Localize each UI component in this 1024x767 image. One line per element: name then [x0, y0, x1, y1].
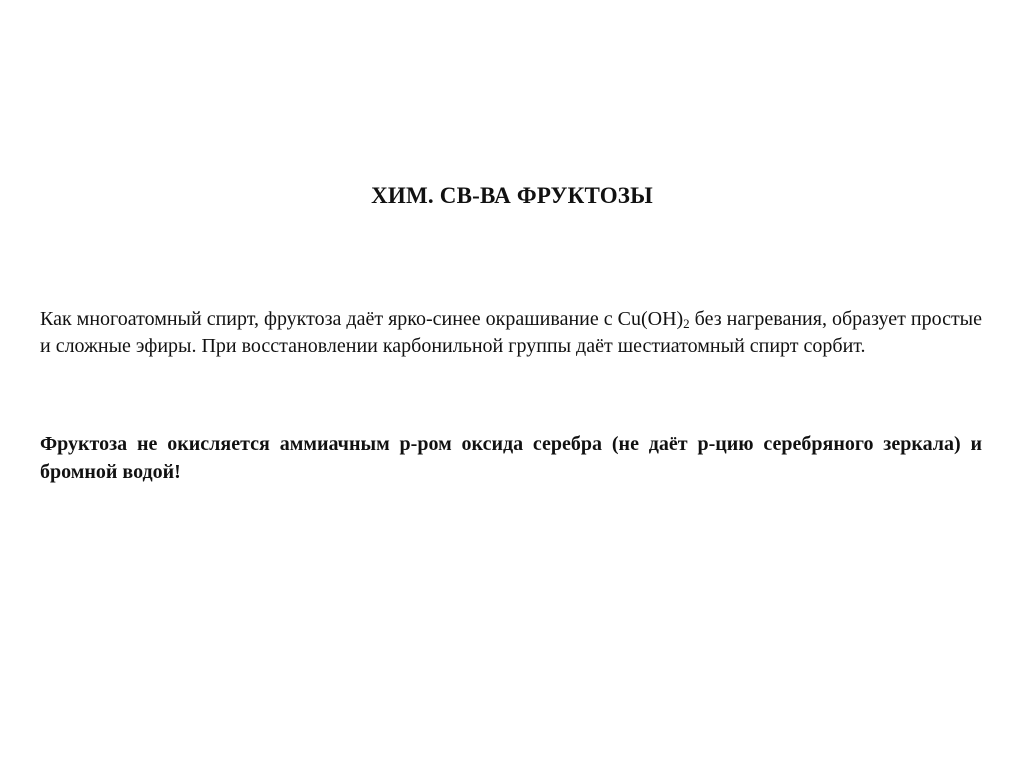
paragraph-text-start: Как многоатомный спирт, фруктоза даёт ярко-синее окрашивание с: [40, 308, 618, 330]
oxidation-note-paragraph: Фруктоза не окисляется аммиачным р-ром оксида серебра (не даёт р-цию серебряного зеркала) и бромной водой!: [40, 433, 982, 483]
slide-title: ХИМ. СВ-ВА ФРУКТОЗЫ: [371, 183, 653, 208]
formula-main: Cu(OH): [617, 308, 684, 330]
formula-subscript: 2: [683, 316, 690, 331]
copper-hydroxide-formula: [618, 308, 690, 330]
properties-paragraph: [40, 306, 982, 360]
paragraph-text-end: без нагревания, образует простые и сложные эфиры. При восстановлении карбонильной группы даёт шестиатомный спирт сорбит.: [40, 308, 982, 357]
